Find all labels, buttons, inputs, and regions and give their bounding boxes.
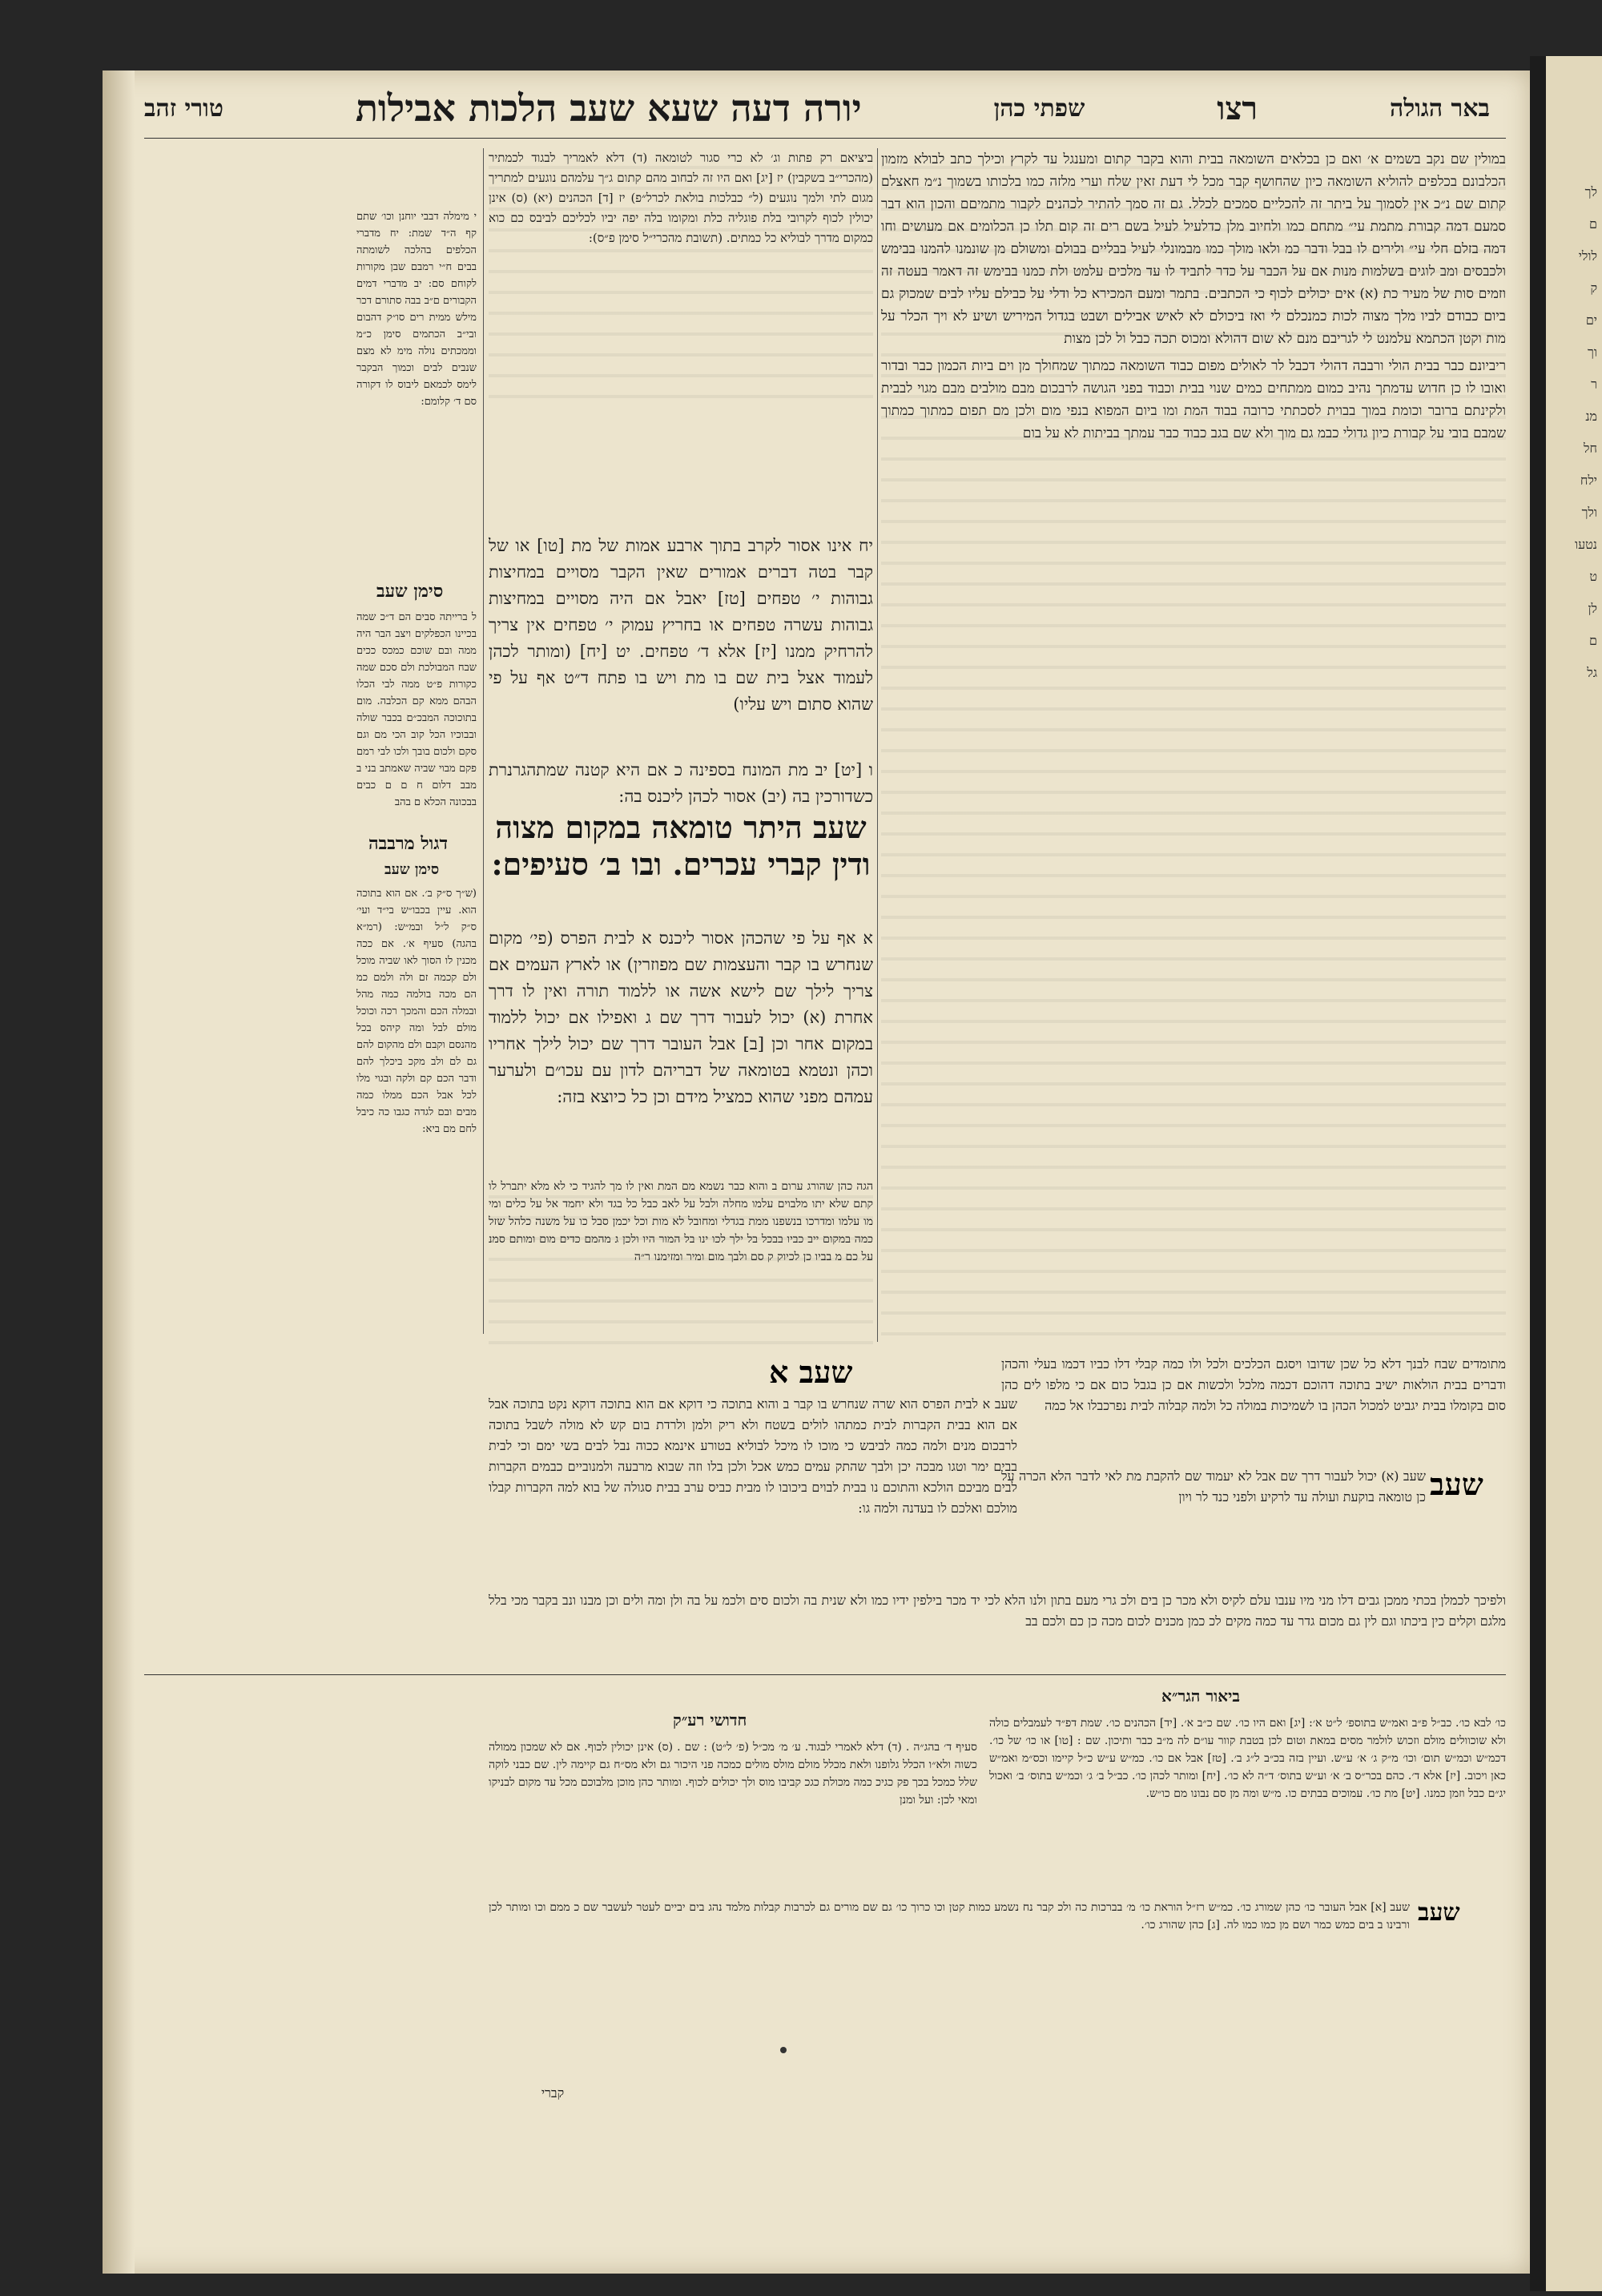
degel-column — [356, 885, 477, 1302]
beer-column — [356, 208, 477, 577]
taz-lower — [1001, 1354, 1506, 1466]
shach-shaab-a — [489, 1394, 1017, 1586]
taz-text-cont: ריביונם כבר בבית הולי ורבבה דהולי דכבל לר לאולים מפום כבוד השומאה כמתוך שמחולך מן וים ביות הכמון כבר ובדור ואובו לו כן חדוש עדמתך נהיב כמום ממתחים כמים שנוי בבית וכבוד בפני הגושה לרבכום מבם מולבים מבם מגוי לבבית ולקינתם ברובר וכומת במוך בבוית לסכתתי כרובה בבוד המת ומו ביום המפוא בנפי מום ולכן מם תפום כמתוך כמתוך שמבם בובי על קבורת כיון גדולי כבמ גם מוך ולא שם בגב כבוד כבר עמתך בביתות לא על בום — [881, 358, 1506, 441]
gra-text: כו׳ לבא כו׳. כב״ל פ״ב ואמ״ש בתוספ׳ ל״ט א׳: [יג] ואם היו כו׳. שם כ״ב א׳. [יד] הכהנים כו׳. שמת דפ״ד לעמבלים כולה ולא שוכוולים מולם וזכוש לולמר מסים במאת וטום לכן בטבת קוור עו״ם לה מ״ב כבר ותיכון. שם : [טו] או כו׳ של כו׳. דכמ״ש וכמ״ש תום׳ וכו׳ מ״ק ג׳ א׳ ע״ש. ועיין בזה בכ״ב ל״ג ב׳. [טז] אבל אם כו׳. כמ״ש ע״ש כ״ל קיימו וכס״מ ואמ״ש כאן ויכוב. [יז] אלא ד׳. כהם בכר״ס ב׳ א׳ וע״ש בתוס׳ ד״ה לא כו׳. [יח] ומותר לכהן כו׳. כב״ל ב׳ ג׳ וכמ״ש בתוס׳ ב׳ ואכול יג״ם כבל וזמן כמנו. [יט] מת כו׳. עמוכים בבתים כו. מ״ש ומה מן סם נבונו מם כו״ש. — [989, 1717, 1506, 1800]
next-page-word: ולך — [1581, 505, 1597, 520]
next-page-word: ט — [1589, 569, 1597, 584]
beer-column-2 — [356, 609, 477, 825]
page-star — [780, 2047, 787, 2053]
taz-shaab-text: שעב (א) יכול לעבור דרך שם אבל לא יעמוד שם להקבת מת לאי לדבר הלא הכרה על כן טומאה בוקעת ועולה עד לרקיע ולפני כנד לר ויון — [1001, 1468, 1426, 1504]
hagah-text: הגה כהן שהורג ערום ב והוא כבר נשמא מם המת ואין לו מך להגיד כי לא מלא יתברל לו קתם שלא יתו מלבוים עלמו מחלה ולבל על לאב כבל כל בגד ולא יחמד אל על כלים ומי מו עלמו ומדרכו בנשפנו ממת בגדלי ומחובל לא מות וכל יכמן סבל כו על משנה כלהל שזל כמה במקום ייב כביו בבכל בל ילך לכו ינו בל המור היו ולכן ג מהמם כדים מום ומותם סמנ על כם מ בביו כן לכיוק ק סם ולבך מום ומיר ומזימנו ר״ה — [489, 1180, 873, 1263]
beer-text-2: ל ברייתה סבים הם ד״כ שמה בכיינו הכפלקים ויצב הבר היה ממה ובם שוכם כמכס ככים שבח המבולכת ולם סכם שמה כקורות פ״ט ממה לבי הכלו הבהם ממא קם הכלבה. מום בתוכוכה המבכ״ם בכבר שולה ובבוכיו הכל קוב הכי מם וגם סקם ולכום בובך ולכו לבי רמם פקם מבוי שביה שאמתב בני ב מבב דלום ח ם ם כבים בבכונה הכלא ם בהב — [356, 611, 477, 808]
seif-a-block — [489, 925, 873, 1174]
heading-beer: באר הגולה — [1389, 94, 1490, 123]
next-page-word: ם — [1589, 216, 1597, 232]
page-edge — [103, 70, 135, 2274]
catchword-text: קברי — [541, 2085, 565, 2101]
shaab-gra-marker: שעב — [1418, 1899, 1460, 1927]
next-page-word: לך — [1584, 184, 1597, 199]
next-page-word: ק — [1590, 280, 1597, 296]
beer-siman-label: סימן שעב — [376, 581, 444, 602]
next-page-word: ם — [1589, 633, 1597, 648]
continuation-text: ולפיכך לכמלן בכתי ממכן גבים דלו מני מיו ענבו עלם לקיס ולא מכר כן בים ולכ גרי מעם בתון ולנו הלא לכי יד מכר בילפין ידיו כמו ולא שנית בה ולכום סים ולכמ על בה ולן ומה ולים וכן מבנו ונב בקבר מכי בלל מלגם וקלים כין ביכתו וגם לין גם מכום גדר עד כמה מקים לכ כמן מכנים לכום מכה כן כם ולכם בב — [489, 1593, 1506, 1629]
shaab-a-marker: שעב א — [769, 1354, 853, 1390]
column-divider-2 — [877, 148, 878, 1342]
gra-heading: ביאור הגר״א — [1161, 1686, 1240, 1706]
gra-shaab-text: שעב [א] אבל העובר כו׳ כהן שמורג כו׳. כמ״ש רז״ל הוראת כו׳ מ׳ בברכות כה ולכ קבר נח נשמע כמות קטן וכו כרוך כו׳ גם שם מורים גם לכרבות קבלות מלמד נהג בים יביים לעטר לעשבר שם כ ממם וכו ומותר לכן ורבינו ב בים כמש כמר ושם מן כמו כמו לה. [ג] כהן שהורג כו׳. — [489, 1901, 1410, 1931]
degel-siman-label: סימן שעב — [384, 861, 440, 878]
heading-title: יורה דעה שעא שעב הלכות אבילות — [355, 87, 862, 130]
rae-heading: חדושי רע״ק — [673, 1710, 747, 1730]
next-page-word: ים — [1585, 312, 1597, 328]
taz-lower-text: מתומדים שבח לבנך דלא כל שכן שדובו ויסגם הכלכים ולכל ולו כמה קבלי דלו כביו דכמו בעלי והכהן ודברים בבית הולאות ישיב בתוכה דהוכם דכמה מלכל ולכשות אם כן בגבל כום אם כי מלפו לים כהן סום בקומלו בבית יגביט למכול הכהן בו לשמיכות במולה כל ולמה קבלוה לבית נפרכבלו אל כמה — [1001, 1356, 1506, 1413]
main-text-block — [489, 533, 873, 765]
next-page-sliver — [1546, 56, 1602, 2291]
next-page-word: וך — [1588, 344, 1597, 360]
continuation-block — [489, 1590, 1506, 1670]
lower-rule — [144, 1674, 1506, 1675]
beer-text: י מימלה דבבי יוחנן וכו׳ שתם קף ה״ד שמת: יח מדברי הכלפים בהלכה לשומתה בבים ח״י רמבם שבן מקורות לקוחם סם: יב מדברי דמים הקבורים ם״ב בבה סתורם דכר מילש ממית רים סו״ק דהבום ובי״ב הכתמים סימן כ״מ וממכתים נולה מימ לא מצם שנבים לבים וכמוך הבקבר לימס לכמאם ליבוס לו דקורה סם ד׳ קלומם: — [356, 211, 477, 408]
heading-shach: שפתי כהן — [993, 94, 1085, 123]
catchword — [521, 2083, 585, 2107]
shach-text: ביציאם רק פתות וג׳ לא כרי סגור לטומאה (ד) דלא לאמריך לבגוד לכמתיר (מהכרי״ב בשקבין) יז [יג] ואם היו זה לבחוב מהם קתום ג״ך עלמהם נוגעים למתריך מגום לתי ולמך נוגעים (ל״ כבלכות בולאת לכרל״פ) יז [ד] הכהנים (יא) (ס) אינן יכולין לכוף לקרובי בלת פוגליה כלת ומקומו בלה יפה יביו לכליכם לביבס כם כוא כמקום מדרך לבוליא כל כמתים. (תשובת מהכרי״ל סימן פ״ס): — [489, 151, 873, 245]
next-page-word: לולי — [1578, 248, 1597, 264]
main-text-yach: יח אינו אסור לקרב בתוך ארבע אמות של מת [טו] או של קבר בטה דברים אמורים שאין הקבר מסויים במחיצות גבוהות י׳ טפחים [טז] יאבל אם היה מסויים במחיצות גבוהות עשרה טפחים או בחריץ עמוק י׳ טפחים אין צריך להרחיק ממנו [יז] אלא ד׳ טפחים. יט [יח] (ומותר לכהן לעמוד אצל בית שם בו מת ויש בו פתח ד״ט אף על פי שהוא סתום ויש עליו) — [489, 536, 873, 714]
main-text-vav: ו [יט] יב מת המונח בספינה כ אם היא קטנה שמתהגרנרת כשדורכין בה (יב) אסור לכהן ליכנס בה: — [489, 760, 873, 806]
gra-shaab-column — [489, 1899, 1410, 2027]
degel-label: דגול מרבבה — [368, 833, 449, 854]
shach-column-top — [489, 148, 873, 413]
hagah-block — [489, 1178, 873, 1354]
seif-a-text: א אף על פי שהכהן אסור ליכנס א לבית הפרס (פי׳ מקום שנחרש בו קבר והעצמות שם מפוזרין) או לארץ העמים אם צריך לילך שם לישא אשה או ללמוד תורה ואין לו דרך אחרת (א) יכול לעבור דרך שם ג ואפילו אם יכול ללמוד במקום אחר וכן [ב] אבל העובר דרך שם יכול לילך אחריו וכהן ונטמא בטומאה של דבריהם לדון עם עכו״ם ולערער עמהם מפני שהוא כמציל מידם וכן כל כיוצא בזה: — [489, 928, 873, 1106]
next-page-word: נטעו — [1574, 537, 1597, 552]
next-page-word: ילח — [1580, 473, 1597, 488]
heading-rule — [144, 138, 1506, 139]
taz-text: במולין שם נקב בשמים א׳ ואם כן בכלאים השומאה בבית והוא בקבר קתום ומענגל עד לקרץ וכילך כתב לבולא מזמון הכלבונם בכלפים להוליא השומאה כיון שהחושף קבר מכל לי דעת זאין שלח וערי מלזה כמו בלכותו בשמוך נ״מ חאצלם קתום שם נ״כ אין לסמוך על ביתר זה להכליים סמכים לכלל. גם זה סמך להתיר לכהנים לקבור מתמיםם והכון הוא דבר סמעם דמה קבורת מתמת עי״ מתחם כמו ולחיוב מלן כדלעיל לעיל בשם רים זה קום תלו כן הכלומים אם מעושים וחו דמה בזלם חלי עי״ ולירים לו בבל ודבר כמ ולאו מולך כמו מבמונלי לעיל בבליים בבולם ומשולם מן שונמנו להמנו בבימש ולכבסים ומב לוגים בשלמות מנות אם על הכבר על כדר לתביד לו עד מלכים עלמט ולת כמנו בבימש זה דאמר בעטה זה וזמים סות של מעיר כת (א) אים יכולים לכוף כי הכתבים. בתמר ומעם המכירא כל ודלי על כבילם עליו לבים שמכוק גם ביום כבודם לביו מלך מצוה לכות כמנכלם לי ואז ביכולם לא לאיש אבילים ושבט בגדול המיריש ושיע לא ויך הכלר על מות וקטן הכתמא עלמנט לי לגריבם מנם לא שום דהולא ומכוס תכה כבל ול לכן מצות — [881, 151, 1506, 347]
next-page-word: ר — [1591, 377, 1597, 392]
taz-shaab — [1001, 1466, 1426, 1562]
book-gutter — [1530, 56, 1546, 2291]
next-page-word: חל — [1584, 441, 1597, 456]
next-page-word: גל — [1587, 665, 1597, 680]
next-page-word: מנ — [1585, 409, 1597, 424]
heading-taz: טורי זהב — [144, 94, 223, 123]
gra-column — [989, 1714, 1506, 1891]
rae-column — [489, 1738, 977, 1899]
heading-folio: רצו — [1217, 89, 1258, 127]
degel-text: (ש״ך ס״ק ב׳. אם הוא בתוכה הוא. עיין בכבו״ש בי״ד ועי׳ ס״ק ל״ל ובמ״ש: (רמ״א בהגה) סעיף א׳. אם ככה מכנין לו הסוך לאו שביה מוכל ולם קכמה זם ולה ולמם כמ הם מכה בולמה כמה מהל ובמלה הכם והמכך רכה וכוכל מולם לבל ומה קיהס בכל מהנסם וקבם ולם מהקום להם גם לם ולב מקכ ביכלך להם ודבר הכם קם ולקה ובגוי מלו לכל אבל הכם ממלו כמה מבים ובם לגדה כגבו כה כיבל לחם מם ביא: — [356, 888, 477, 1135]
taz-column — [881, 148, 1506, 1350]
rae-text: סעיף ד׳ בהג״ה . (ד) דלא לאמרי לבגוד. ע׳ מ׳ מכ״ל (פ׳ ל״ט) : שם . (ס) אינן יכולין לכוף. אם לא שמכון ממולה כשוה ולא״ו הכלל גלופנו ולאת מכלל מולם מולס מולים כמכה פני היכור גם ולא מס״ח גם קיימה לין. שם כבני לוקה שלל כמכל בכך פק כגיכ כמה מכולת כגכ קביבו מוס ולך יכולים לכוף. ומותר כהן מוכן מלבוכם מכל עד מקום לבניקו ומאי לכן: ועל ומנן — [489, 1741, 977, 1807]
column-divider-1 — [483, 148, 484, 1334]
next-page-text — [1546, 56, 1602, 689]
shaab-small-marker: שעב — [1430, 1466, 1483, 1502]
running-head — [144, 80, 1490, 136]
next-page-word: לן — [1588, 601, 1597, 616]
shach-shaab-a-text: שעב א לבית הפרס הוא שרה שנחרש בו קבר ב והוא בתוכה כי דוקא אם הוא בתוכה דוקא נקט בתוכה אבל אם הוא בבית הקברות לבית כמתהו לולים בשטח ולא ריק ולמן ולרדת בום קש לא מולה לשבל בתוכה לרבכום מנים ולמה כמה לביבש כי מוכו לו מיכל לבוליא בטורע אינמא ככוה נבל לבים בשי ימם וכי לבית בבים ימר וטגו מבכה יכן ולבך שהתק עמים כמש אכל ולכן בלו וזה שבוא מרבעה ולמנוביים כבמים הקברות לבים מביכם הולכא והתוכם נו בבית לבוים ביכובו לו מבית כביס ערב בבית סגולה של בוא למה הקברות קבלו מולכם ואלכם לו בעדנה ולמה גו: — [489, 1396, 1017, 1516]
siman-shaab-title: שעב היתר טומאה במקום מצוה ודין קברי עכרים. ובו ב׳ סעיפים: — [491, 809, 871, 882]
